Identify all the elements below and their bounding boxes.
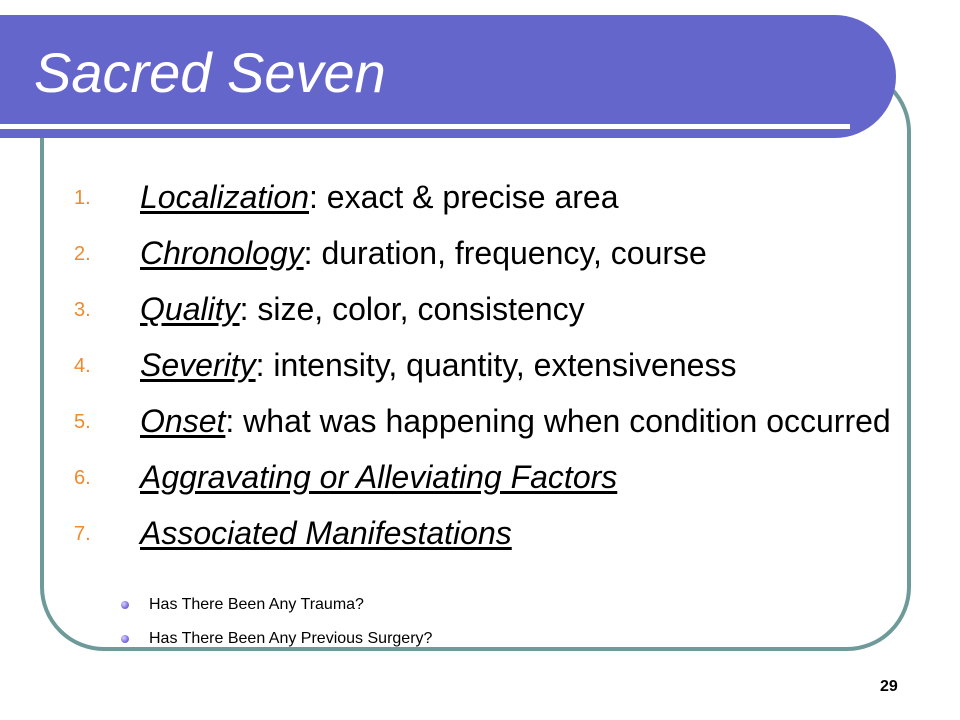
sub-item-text: Has There Been Any Previous Surgery? <box>149 630 433 647</box>
numbered-list <box>74 175 894 567</box>
item-number: 3. <box>74 299 91 321</box>
list-item <box>74 511 894 555</box>
item-term: Chronology <box>140 235 304 271</box>
item-detail: : size, color, consistency <box>239 291 585 327</box>
sub-item <box>121 625 432 653</box>
item-term: Aggravating or Alleviating Factors <box>140 459 618 495</box>
page-number: 29 <box>880 678 898 695</box>
list-item <box>74 455 894 499</box>
item-number: 2. <box>74 243 91 265</box>
bullet-icon <box>121 635 129 643</box>
item-number: 5. <box>74 411 91 433</box>
item-detail: : duration, frequency, course <box>303 235 707 271</box>
list-item <box>74 175 894 219</box>
item-term: Onset <box>140 403 226 439</box>
item-detail: : exact & precise area <box>309 179 619 215</box>
item-number: 4. <box>74 355 91 377</box>
sub-item-text: Has There Been Any Trauma? <box>149 596 364 613</box>
item-detail: : what was happening when condition occurred <box>225 403 891 439</box>
sub-item <box>121 591 432 619</box>
item-detail: : intensity, quantity, extensiveness <box>255 347 737 383</box>
item-number: 6. <box>74 467 91 489</box>
list-item <box>74 343 894 387</box>
item-number: 7. <box>74 523 91 545</box>
bullet-icon <box>121 601 129 609</box>
sub-list <box>121 591 432 659</box>
item-term: Localization <box>140 179 309 215</box>
item-term: Quality <box>140 291 240 327</box>
slide-title: Sacred Seven <box>34 41 386 104</box>
list-item <box>74 231 894 275</box>
item-number: 1. <box>74 187 91 209</box>
item-term: Severity <box>140 347 256 383</box>
title-underline <box>0 124 850 129</box>
item-term: Associated Manifestations <box>140 515 512 551</box>
list-item <box>74 399 894 443</box>
list-item <box>74 287 894 331</box>
